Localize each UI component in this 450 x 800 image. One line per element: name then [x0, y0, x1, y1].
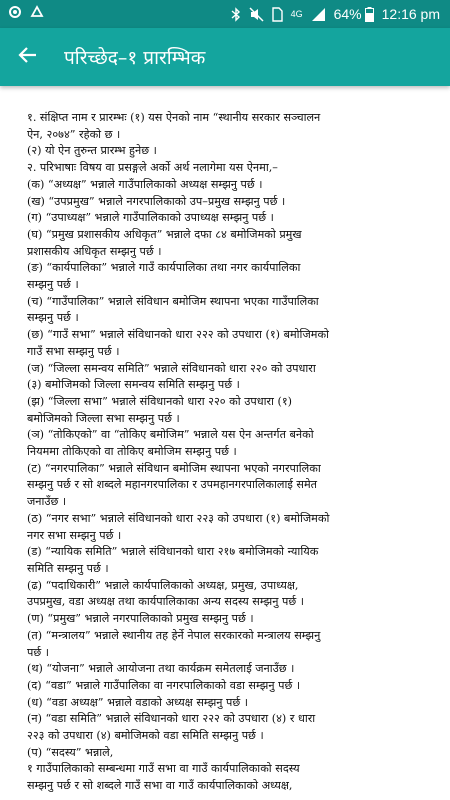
- app-notification-icon: [30, 5, 44, 19]
- document-line: (३) बमोजिमको जिल्ला समन्वय समिति सम्झनु पर्छ ।: [27, 378, 240, 392]
- document-line: (थ) “योजना” भन्नाले आयोजना तथा कार्यक्रम समेतलाई जनाउँछ ।: [27, 662, 295, 676]
- document-line: नियममा तोकिएको वा तोकिए बमोजिम सम्झनु पर्छ ।: [27, 445, 237, 459]
- document-line: (ख) “उपप्रमुख” भन्नाले नगरपालिकाको उप–प्रमुख सम्झनु पर्छ ।: [27, 194, 286, 208]
- document-line: (घ) “प्रमुख प्रशासकीय अधिकृत” भन्नाले दफा ८४ बमोजिमको प्रमुख: [27, 227, 302, 241]
- bluetooth-icon: [231, 7, 241, 22]
- document-line: प्रशासकीय अधिकृत सम्झनु पर्छ ।: [27, 244, 162, 258]
- document-line: १ गाउँपालिकाको सम्बन्धमा गाउँ सभा वा गाउँ कार्यपालिकाको सदस्य: [27, 762, 300, 776]
- network-type: 4G: [290, 8, 303, 19]
- notification-dot-icon: [8, 5, 22, 19]
- document-line: सम्झनु पर्छ ।: [27, 278, 79, 292]
- document-line: (ञ) “तोकिएको” वा “तोकिए बमोजिम” भन्नाले यस ऐन अन्तर्गत बनेको: [27, 428, 314, 442]
- sim-icon: [272, 7, 283, 22]
- document-line: (झ) “जिल्ला सभा” भन्नाले संविधानको धारा २२० को उपधारा (१): [27, 394, 293, 408]
- document-line: (ध) “वडा अध्यक्ष” भन्नाले वडाको अध्यक्ष सम्झनु पर्छ ।: [27, 695, 249, 709]
- notification-icons: [8, 5, 44, 19]
- back-arrow-icon: [18, 45, 38, 69]
- document-line: पर्छ ।: [27, 645, 49, 659]
- clock: 12:16 pm: [381, 6, 440, 22]
- signal-icon: [311, 7, 326, 22]
- document-line: १. संक्षिप्त नाम र प्रारम्भः (१) यस ऐनको नाम “स्थानीय सरकार सञ्चालन: [27, 111, 321, 124]
- battery-percent: 64%: [333, 6, 362, 22]
- document-line: समिति सम्झनु पर्छ ।: [27, 561, 109, 575]
- document-line: ऐन, २०७४” रहेको छ ।: [27, 127, 121, 141]
- document-line: (ड) “न्यायिक समिति” भन्नाले संविधानको धारा २१७ बमोजिमको न्यायिक: [27, 545, 319, 559]
- document-line: (छ) “गाउँ सभा” भन्नाले संविधानको धारा २२२ को उपधारा (१) बमोजिमको: [27, 328, 329, 342]
- document-line: नगर सभा सम्झनु पर्छ ।: [27, 528, 122, 542]
- document-line: बमोजिमको जिल्ला सभा सम्झनु पर्छ ।: [27, 411, 180, 425]
- document-line: (ट) “नगरपालिका” भन्नाले संविधान बमोजिम स्थापना भएको नगरपालिका: [27, 461, 321, 475]
- document-line: जनाउँछ ।: [27, 495, 67, 509]
- mute-icon: [249, 7, 264, 22]
- document-line: (प) “सदस्य” भन्नाले,: [27, 745, 114, 759]
- document-line: सम्झनु पर्छ र सो शब्दले गाउँ सभा वा गाउँ कार्यपालिकाको अध्यक्ष,: [27, 779, 293, 793]
- document-line: गाउँ सभा सम्झनु पर्छ ।: [27, 344, 120, 358]
- document-line: (ग) “उपाध्यक्ष” भन्नाले गाउँपालिकाको उपाध्यक्ष सम्झनु पर्छ ।: [27, 211, 274, 225]
- document-line: (न) “वडा समिति” भन्नाले संविधानको धारा २२२ को उपधारा (४) र धारा: [27, 712, 316, 726]
- document-line: (ढ) “पदाधिकारी” भन्नाले कार्यपालिकाको अध्यक्ष, प्रमुख, उपाध्यक्ष,: [27, 578, 299, 592]
- document-line: सम्झनु पर्छ ।: [27, 311, 79, 325]
- document-line: (द) “वडा” भन्नाले गाउँपालिका वा नगरपालिकाको वडा सम्झनु पर्छ ।: [27, 678, 301, 692]
- status-bar: [0, 0, 450, 28]
- document-line: २. परिभाषाः विषय वा प्रसङ्गले अर्को अर्थ नलागेमा यस ऐनमा,–: [27, 161, 278, 175]
- document-line: (क) “अध्यक्ष” भन्नाले गाउँपालिकाको अध्यक्ष सम्झनु पर्छ ।: [27, 177, 263, 191]
- page-title: परिच्छेद–१ प्रारम्भिक: [64, 47, 206, 69]
- document-line: २२३ को उपधारा (४) बमोजिमको वडा समिति सम्झनु पर्छ ।: [27, 729, 264, 743]
- document-line: उपप्रमुख, वडा अध्यक्ष तथा कार्यपालिकाका अन्य सदस्य सम्झनु पर्छ ।: [27, 595, 304, 609]
- document-line: (च) “गाउँपालिका” भन्नाले संविधान बमोजिम स्थापना भएका गाउँपालिका: [27, 294, 319, 308]
- document-line: (ज) “जिल्ला समन्वय समिति” भन्नाले संविधानको धारा २२० को उपधारा: [27, 361, 316, 375]
- back-button[interactable]: [0, 28, 56, 86]
- document-line: (ङ) “कार्यपालिका” भन्नाले गाउँ कार्यपालिका तथा नगर कार्यपालिका: [27, 261, 301, 275]
- document-line: (ण) “प्रमुख” भन्नाले नगरपालिकाको प्रमुख सम्झनु पर्छ ।: [27, 612, 254, 626]
- document-content[interactable]: [0, 86, 450, 800]
- battery-icon: [365, 7, 374, 22]
- document-line: (२) यो ऐन तुरुन्त प्रारम्भ हुनेछ ।: [27, 144, 157, 158]
- document-line: (त) “मन्त्रालय” भन्नाले स्थानीय तह हेर्ने नेपाल सरकारको मन्त्रालय सम्झनु: [27, 628, 321, 642]
- app-bar: [0, 28, 450, 86]
- document-line: सम्झनु पर्छ र सो शब्दले महानगरपालिका र उपमहानगरपालिकालाई समेत: [27, 478, 318, 492]
- document-line: (ठ) “नगर सभा” भन्नाले संविधानको धारा २२३ को उपधारा (१) बमोजिमको: [27, 511, 330, 525]
